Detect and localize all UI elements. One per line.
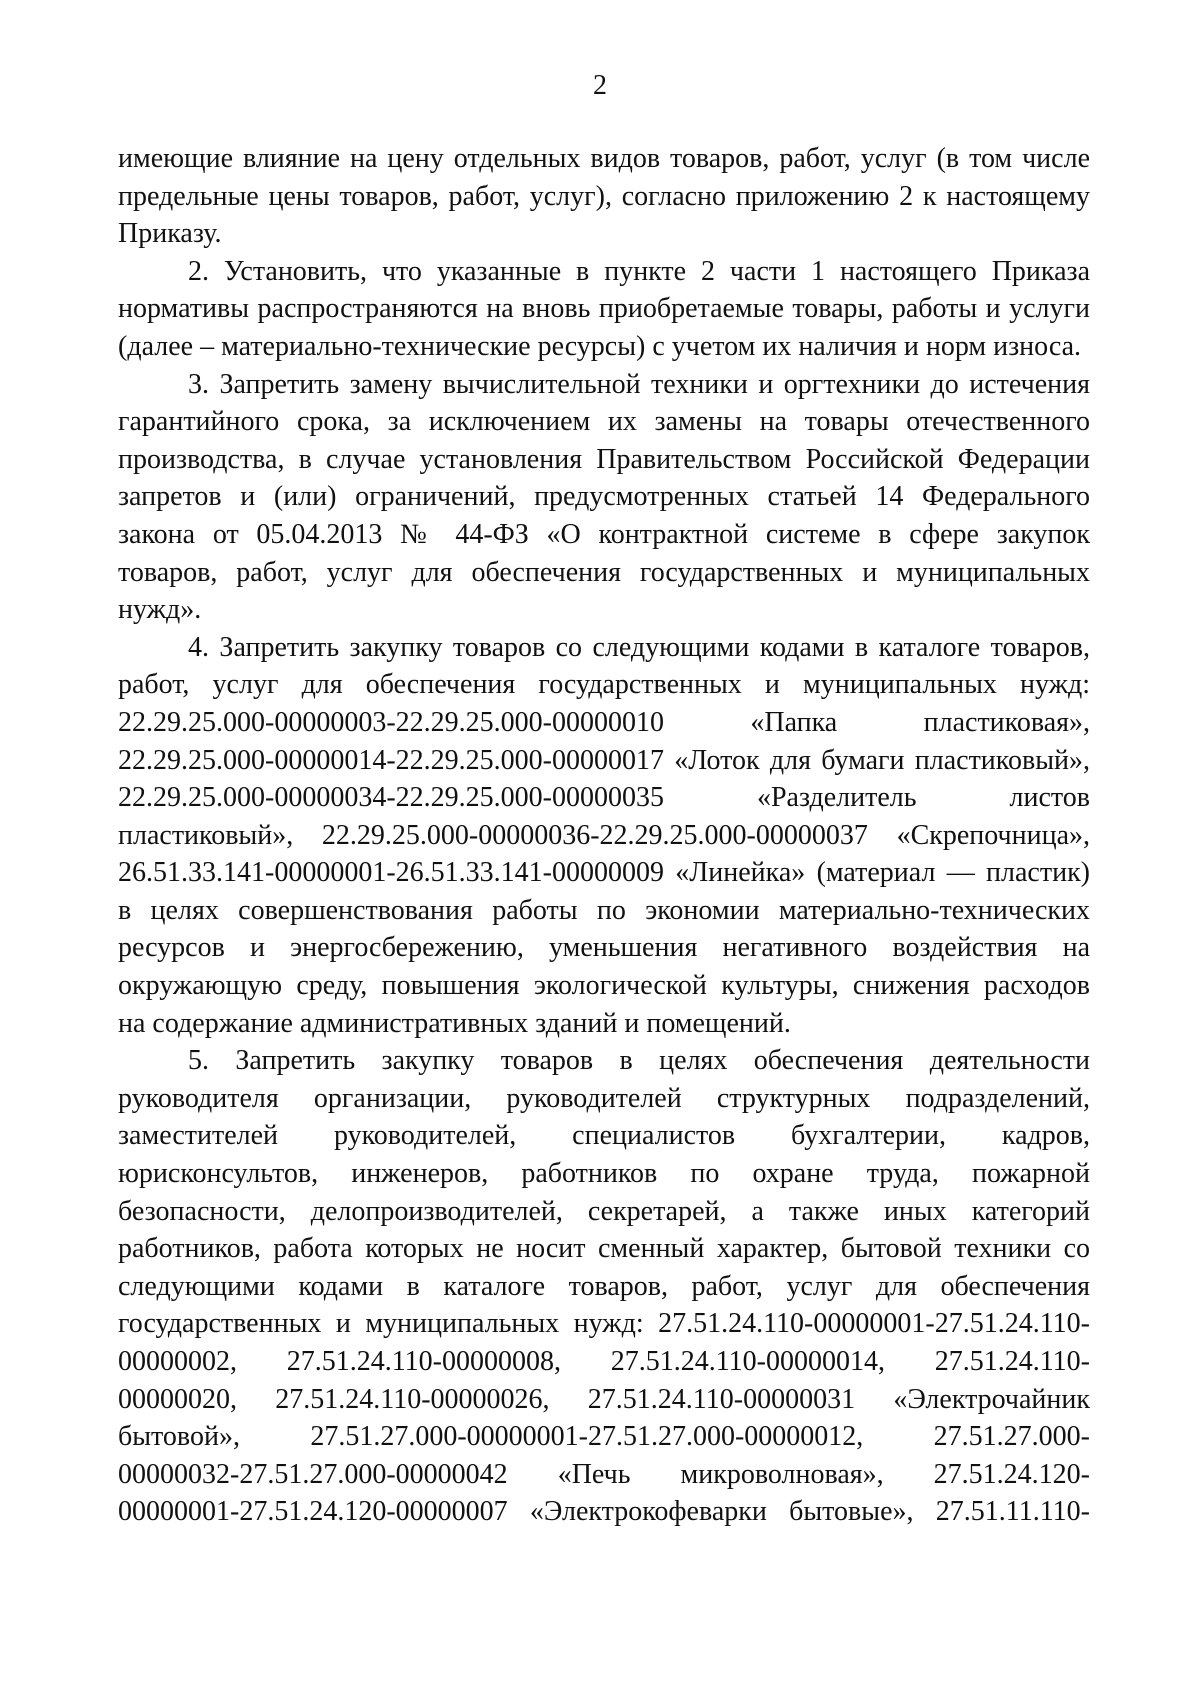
text-line: Приказу. xyxy=(118,218,222,250)
text-line: 3. Запретить замену вычислительной техники и оргтехники до истечения xyxy=(188,368,1090,400)
text-line: в целях совершенствования работы по экономии материально-технических xyxy=(118,894,1090,926)
text-line: юрисконсультов, инженеров, работников по охране труда, пожарной xyxy=(118,1158,1090,1190)
text-line: бытовой», 27.51.27.000-00000001-27.51.27.000-00000012, 27.51.27.000- xyxy=(118,1421,1090,1453)
paragraph-p4 xyxy=(118,629,1090,1043)
text-line: 2. Установить, что указанные в пункте 2 части 1 настоящего Приказа xyxy=(188,255,1090,287)
text-line: нужд». xyxy=(118,594,202,626)
text-line: 22.29.25.000-00000014-22.29.25.000-00000017 «Лоток для бумаги пластиковый», xyxy=(118,744,1090,776)
text-line: на содержание административных зданий и помещений. xyxy=(118,1007,791,1039)
paragraph-p2 xyxy=(118,253,1090,366)
text-line: заместителей руководителей, специалистов бухгалтерии, кадров, xyxy=(118,1120,1090,1152)
text-line: государственных и муниципальных нужд: 27.51.24.110-00000001-27.51.24.110- xyxy=(118,1308,1090,1340)
text-line: гарантийного срока, за исключением их замены на товары отечественного xyxy=(118,406,1090,438)
text-line: запретов и (или) ограничений, предусмотренных статьей 14 Федерального xyxy=(118,481,1090,513)
paragraph-p3 xyxy=(118,366,1090,629)
text-line: безопасности, делопроизводителей, секретарей, а также иных категорий xyxy=(118,1195,1090,1227)
text-line: 4. Запретить закупку товаров со следующими кодами в каталоге товаров, xyxy=(188,631,1090,663)
text-line: 00000001-27.51.24.120-00000007 «Электрокофеварки бытовые», 27.51.11.110- xyxy=(118,1496,1090,1528)
text-line: 00000020, 27.51.24.110-00000026, 27.51.24.110-00000031 «Электрочайник xyxy=(118,1383,1090,1415)
text-line: 22.29.25.000-00000003-22.29.25.000-00000010 «Папка пластиковая», xyxy=(118,706,1090,738)
text-line: товаров, работ, услуг для обеспечения государственных и муниципальных xyxy=(118,556,1090,588)
text-line: производства, в случае установления Правительством Российской Федерации xyxy=(118,443,1090,475)
text-line: 5. Запретить закупку товаров в целях обеспечения деятельности xyxy=(188,1045,1090,1077)
text-line: закона от 05.04.2013 № 44-ФЗ «О контрактной системе в сфере закупок xyxy=(118,518,1090,550)
text-line: 22.29.25.000-00000034-22.29.25.000-00000035 «Разделитель листов xyxy=(118,782,1090,814)
text-line: окружающую среду, повышения экологической культуры, снижения расходов xyxy=(118,970,1090,1002)
text-line: 00000002, 27.51.24.110-00000008, 27.51.24.110-00000014, 27.51.24.110- xyxy=(118,1346,1090,1377)
text-line: следующими кодами в каталоге товаров, работ, услуг для обеспечения xyxy=(118,1270,1090,1302)
document-body xyxy=(118,140,1090,1531)
page-number: 2 xyxy=(593,70,607,101)
text-line: предельные цены товаров, работ, услуг), согласно приложению 2 к настоящему xyxy=(118,180,1090,212)
paragraph-p-cont xyxy=(118,140,1090,253)
text-line: работ, услуг для обеспечения государственных и муниципальных нужд: xyxy=(118,669,1090,701)
text-line: имеющие влияние на цену отдельных видов товаров, работ, услуг (в том числе xyxy=(118,143,1090,174)
text-line: 26.51.33.141-00000001-26.51.33.141-00000009 «Линейка» (материал — пластик) xyxy=(118,857,1090,889)
text-line: ресурсов и энергосбережению, уменьшения негативного воздействия на xyxy=(118,932,1090,964)
text-line: руководителя организации, руководителей структурных подразделений, xyxy=(118,1082,1090,1114)
text-line: пластиковый», 22.29.25.000-00000036-22.29.25.000-00000037 «Скрепочница», xyxy=(118,819,1090,851)
text-line: (далее – материально-технические ресурсы) с учетом их наличия и норм износа. xyxy=(118,330,1082,362)
text-line: нормативы распространяются на вновь приобретаемые товары, работы и услуги xyxy=(118,293,1090,325)
text-line: 00000032-27.51.27.000-00000042 «Печь микроволновая», 27.51.24.120- xyxy=(118,1458,1090,1490)
text-line: работников, работа которых не носит сменный характер, бытовой техники со xyxy=(118,1233,1090,1265)
paragraph-p5 xyxy=(118,1042,1090,1531)
